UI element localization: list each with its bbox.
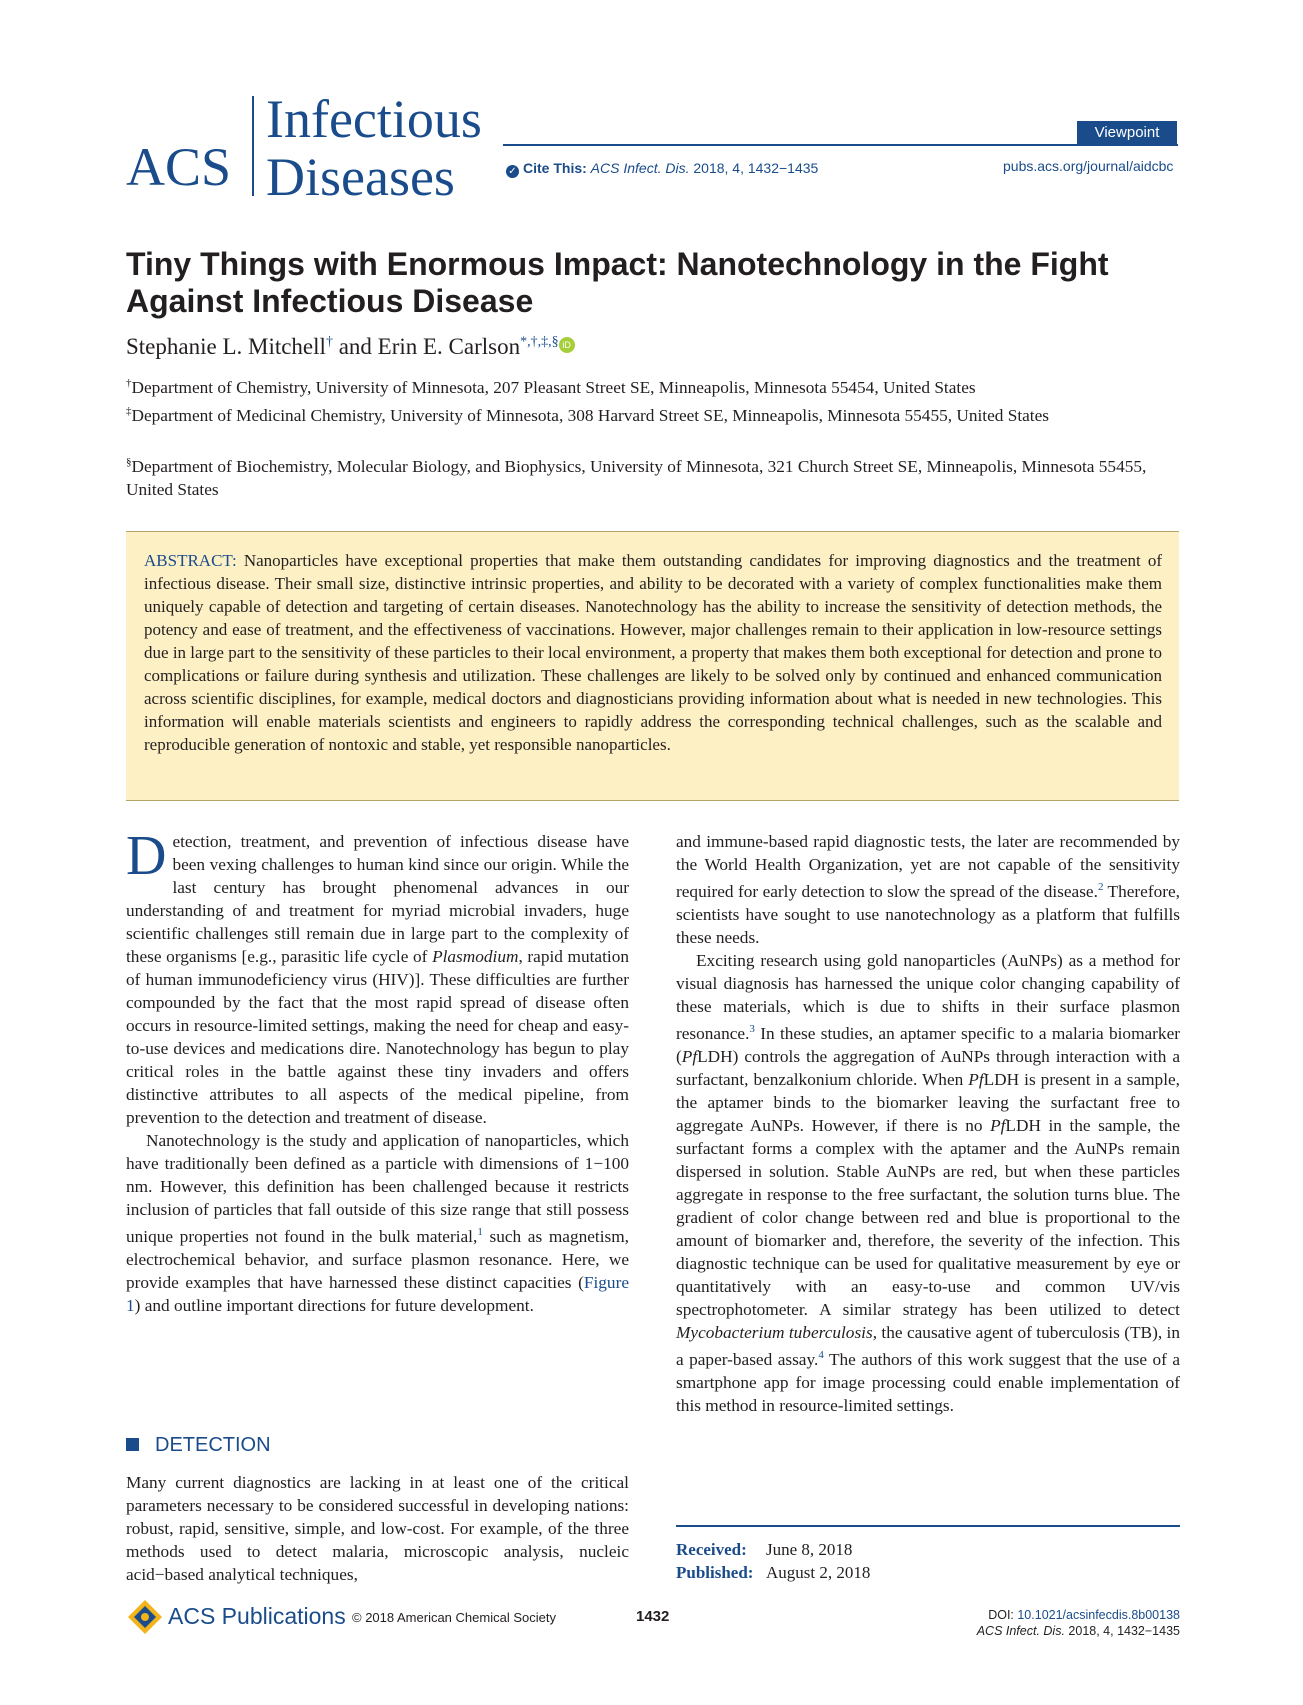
paragraph <box>676 949 1180 1417</box>
abstract-text: Nanoparticles have exceptional properties that make them outstanding candidates for improving diagnostics and the treatment of infectious disease. Their small size, distinctive intrinsic properties, and ability to be decorated with a variety of complex functionalities make them uniquely capable of detection and targeting of certain diseases. Nanotechnology has the ability to increase the sensitivity of detection methods, the potency and ease of treatment, and the effectiveness of vaccinations. However, major challenges remain to their application in low-resource settings due in large part to the sensitivity of these particles to their local environment, a property that makes them both exceptional for detection and prone to complications or failure during synthesis and utilization. These challenges are likely to be solved only by continued and enhanced communication across scientific disciplines, for example, medical doctors and diagnosticians providing information about what is needed in new technologies. This information will enable materials scientists and engineers to rapidly address the corresponding technical challenges, such as the scalable and reproducible generation of nontoxic and stable, yet responsible nanoparticles. <box>144 551 1162 754</box>
affiliation-mark: § <box>126 456 132 468</box>
paragraph-text: ) and outline important directions for future development. <box>134 1296 534 1315</box>
affiliation-mark[interactable]: *,†,‡,§ <box>520 334 559 350</box>
article-dates <box>676 1538 870 1584</box>
paragraph-text: and immune-based rapid diagnostic tests, the later are recommended by the World Health Organization, yet are not capable of the sensitivity required for early detection to slow the spread of the disease. <box>676 832 1180 901</box>
reference-link[interactable]: 1 <box>477 1226 483 1238</box>
section-heading-text: DETECTION <box>155 1434 271 1456</box>
paragraph-text: Therefore, scientists have sought to use nanotechnology as a platform that fulfills these needs. <box>676 882 1180 947</box>
paragraph-text: LDH) controls the aggregation of AuNPs through interaction with a surfactant, benzalkonium chloride. When <box>676 1047 1180 1089</box>
article-type-badge: Viewpoint <box>1077 121 1177 144</box>
reference-link[interactable]: 2 <box>1097 881 1104 893</box>
affiliation <box>126 372 1181 399</box>
paragraph-text: The authors of this work suggest that the use of a smartphone app for image processing could enable implementation of this method in resource-limited settings. <box>676 1350 1180 1415</box>
citation-journal: ACS Infect. Dis. <box>976 1624 1065 1638</box>
affiliation-text: Department of Chemistry, University of Minnesota, 207 Pleasant Street SE, Minneapolis, Minnesota 55454, United States <box>131 377 976 397</box>
affiliation-mark: ‡ <box>126 405 132 417</box>
cite-this-link[interactable] <box>506 160 818 178</box>
journal-logo-diseases: Diseases <box>266 147 455 207</box>
citation-details: 2018, 4, 1432−1435 <box>1068 1624 1180 1638</box>
paragraph-italic: Pf <box>681 1047 698 1066</box>
paragraph <box>126 1129 629 1317</box>
affiliation-text: Department of Medicinal Chemistry, University of Minnesota, 308 Harvard Street SE, Minneapolis, Minnesota 55455, United States <box>131 405 1050 425</box>
abstract-label: ABSTRACT: <box>144 551 237 570</box>
paragraph-text: etection, treatment, and prevention of infectious disease have been vexing challenges to human kind since our origin. While the last century has brought phenomenal advances in our understanding of and treatment for myriad microbial invaders, huge scientific challenges still remain due in large part to the complexity of these organisms [e.g., parasitic life cycle of <box>126 832 629 966</box>
header-rule <box>503 144 1178 146</box>
author-name[interactable]: Stephanie L. Mitchell <box>126 334 326 359</box>
affiliation-text: Department of Biochemistry, Molecular Biology, and Biophysics, University of Minnesota, 321 Church Street SE, Minneapolis, Minnesota 55455, United States <box>126 456 1147 499</box>
page-number: 1432 <box>636 1608 670 1625</box>
paragraph-text: such as magnetism, electrochemical behavior, and surface plasmon resonance. Here, we provide examples that have harnessed these distinct capacities ( <box>126 1227 629 1292</box>
doi-label: DOI: <box>988 1608 1018 1622</box>
section-heading <box>126 1434 271 1457</box>
abstract <box>144 549 1162 756</box>
acs-publications-logo-icon <box>126 1598 164 1636</box>
reference-link[interactable]: 4 <box>818 1349 824 1361</box>
paragraph-text: , the causative agent of tuberculosis (TB), in a paper-based assay. <box>676 1323 1180 1369</box>
dates-rule <box>676 1525 1180 1527</box>
body-column-left <box>126 825 629 1317</box>
paragraph-italic: Plasmodium <box>432 947 519 966</box>
affiliation-mark: † <box>126 377 132 389</box>
paragraph <box>676 830 1180 949</box>
affiliation <box>126 451 1181 501</box>
paragraph-italic: Pf <box>968 1070 984 1089</box>
affiliation-mark[interactable]: † <box>325 334 333 350</box>
journal-logo-acs: ACS <box>126 137 232 197</box>
author-list <box>126 334 575 360</box>
author-name[interactable]: Erin E. Carlson <box>377 334 521 359</box>
journal-logo-infectious: Infectious <box>266 89 482 149</box>
section-square-icon <box>126 1438 139 1451</box>
cite-label: Cite This: <box>523 160 587 176</box>
published-label: Published: <box>676 1563 754 1582</box>
journal-url-link[interactable]: pubs.acs.org/journal/aidcbc <box>1003 158 1174 174</box>
figure-link[interactable]: Figure 1 <box>126 1273 629 1315</box>
paragraph-text: Many current diagnostics are lacking in at least one of the critical parameters necessary to be considered successful in developing nations: robust, rapid, sensitive, simple, and low-cost. For example, of the three methods used to detect malaria, microscopic analysis, nucleic acid−based analytical techniques, <box>126 1473 629 1584</box>
paragraph-text: Exciting research using gold nanoparticles (AuNPs) as a method for visual diagnosis has harnessed the unique color changing capability of these materials, which is due to shifts in their surface plasmon resonance. <box>676 951 1180 1043</box>
paragraph-text: LDH is present in a sample, the aptamer binds to the biomarker leaving the surfactant free to aggregate AuNPs. However, if there is no <box>676 1070 1180 1135</box>
copyright-text: © 2018 American Chemical Society <box>352 1610 556 1625</box>
paragraph <box>126 825 629 1129</box>
journal-logo-divider <box>252 96 254 196</box>
article-title: Tiny Things with Enormous Impact: Nanotechnology in the Fight Against Infectious Disease <box>126 246 1109 319</box>
drop-cap: D <box>126 825 167 887</box>
paragraph-italic: Mycobacterium tuberculosis <box>676 1323 873 1342</box>
received-date: June 8, 2018 <box>766 1540 853 1559</box>
body-column-right <box>676 830 1180 1417</box>
published-date: August 2, 2018 <box>766 1563 871 1582</box>
cite-details: 2018, 4, 1432−1435 <box>693 160 819 176</box>
paragraph-text: , rapid mutation of human immunodeficiency virus (HIV)]. These difficulties are further compounded by the fact that the most rapid spread of disease often occurs in resource-limited settings, making the need for cheap and easy-to-use devices and medications dire. Nanotechnology has begun to play critical roles in the battle against these tiny invaders and offers distinctive attributes to all aspects of the medical pipeline, from prevention to the detection and treatment of disease. <box>126 947 629 1127</box>
author-separator: and <box>332 334 378 359</box>
paragraph-text: Nanotechnology is the study and application of nanoparticles, which have traditionally been defined as a particle with dimensions of 1−100 nm. However, this definition has been challenged because it restricts inclusion of particles that fall outside of this size range that still possess unique properties not found in the bulk material, <box>126 1131 629 1246</box>
checkmark-icon: ✓ <box>506 165 519 178</box>
cite-journal: ACS Infect. Dis. <box>590 160 690 176</box>
body-column-left-bottom <box>126 1471 629 1586</box>
publisher-name[interactable]: ACS Publications <box>168 1603 346 1629</box>
paragraph-text: LDH in the sample, the surfactant forms a complex with the aptamer and the AuNPs remain dispersed in solution. Stable AuNPs are red, but when these particles aggregate in response to the free surfactant, the solution turns blue. The gradient of color change between red and blue is proportional to the amount of biomarker and, therefore, the severity of the infection. This diagnostic technique can be used for qualitative measurement by eye or quantitatively with an easy-to-use and common UV/vis spectrophotometer. A similar strategy has been utilized to detect <box>676 1116 1181 1319</box>
paragraph-italic: Pf <box>990 1116 1006 1135</box>
orcid-icon[interactable]: iD <box>559 337 575 353</box>
paragraph-text: In these studies, an aptamer specific to a malaria biomarker ( <box>676 1024 1180 1066</box>
reference-link[interactable]: 3 <box>749 1023 755 1035</box>
doi-block <box>880 1607 1180 1639</box>
paragraph <box>126 1471 629 1586</box>
doi-link[interactable]: 10.1021/acsinfecdis.8b00138 <box>1017 1608 1180 1622</box>
affiliation <box>126 400 1181 427</box>
received-label: Received: <box>676 1540 747 1559</box>
